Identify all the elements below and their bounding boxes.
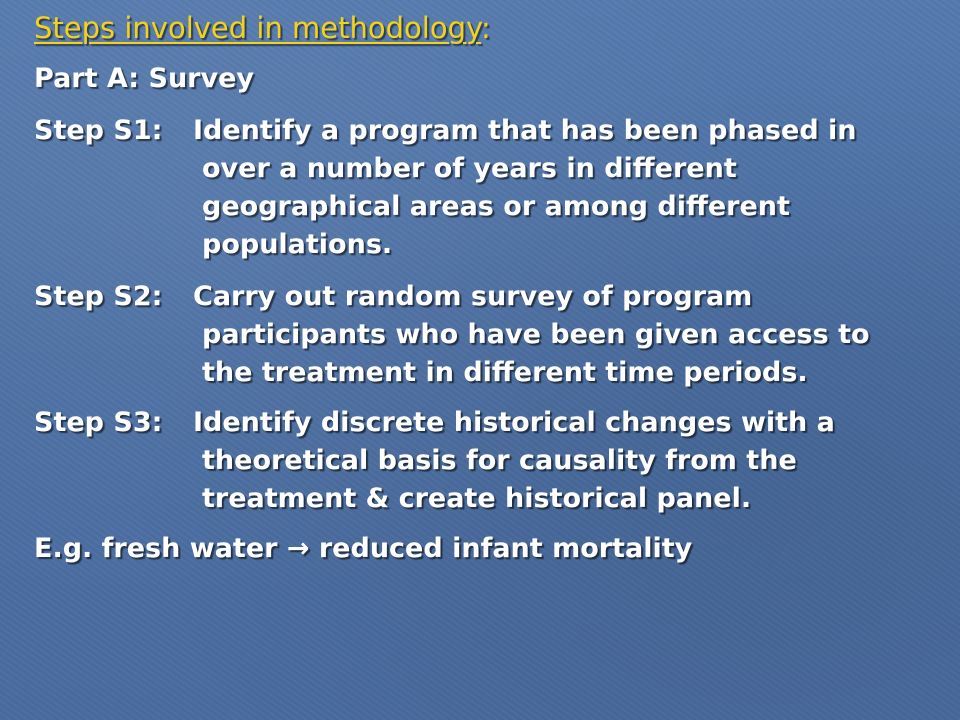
slide-title-text: Steps involved in methodology	[34, 11, 482, 45]
step-s2-line-2: participants who have been given access to	[202, 319, 870, 350]
step-s2-label: Step S2:	[34, 281, 163, 312]
step-s3-line-3: treatment & create historical panel.	[202, 483, 752, 514]
step-s1-line-4: populations.	[202, 229, 393, 260]
step-s3-line-2: theoretical basis for causality from the	[202, 445, 797, 476]
step-s1-line-1: Identify a program that has been phased in	[193, 115, 857, 146]
step-s2-line-1: Carry out random survey of program	[193, 281, 753, 312]
step-s3-line-1: Identify discrete historical changes with a	[193, 407, 835, 438]
step-s2-line-3: the treatment in different time periods.	[202, 357, 808, 388]
part-a-heading: Part A: Survey	[34, 63, 254, 94]
slide-title	[34, 8, 491, 48]
step-s1-label: Step S1:	[34, 115, 163, 146]
step-s3-label: Step S3:	[34, 407, 163, 438]
step-s1-line-2: over a number of years in different	[202, 153, 737, 184]
slide-title-colon: :	[481, 11, 491, 45]
example-line: E.g. fresh water → reduced infant mortality	[34, 533, 693, 564]
step-s1-line-3: geographical areas or among different	[202, 191, 790, 222]
